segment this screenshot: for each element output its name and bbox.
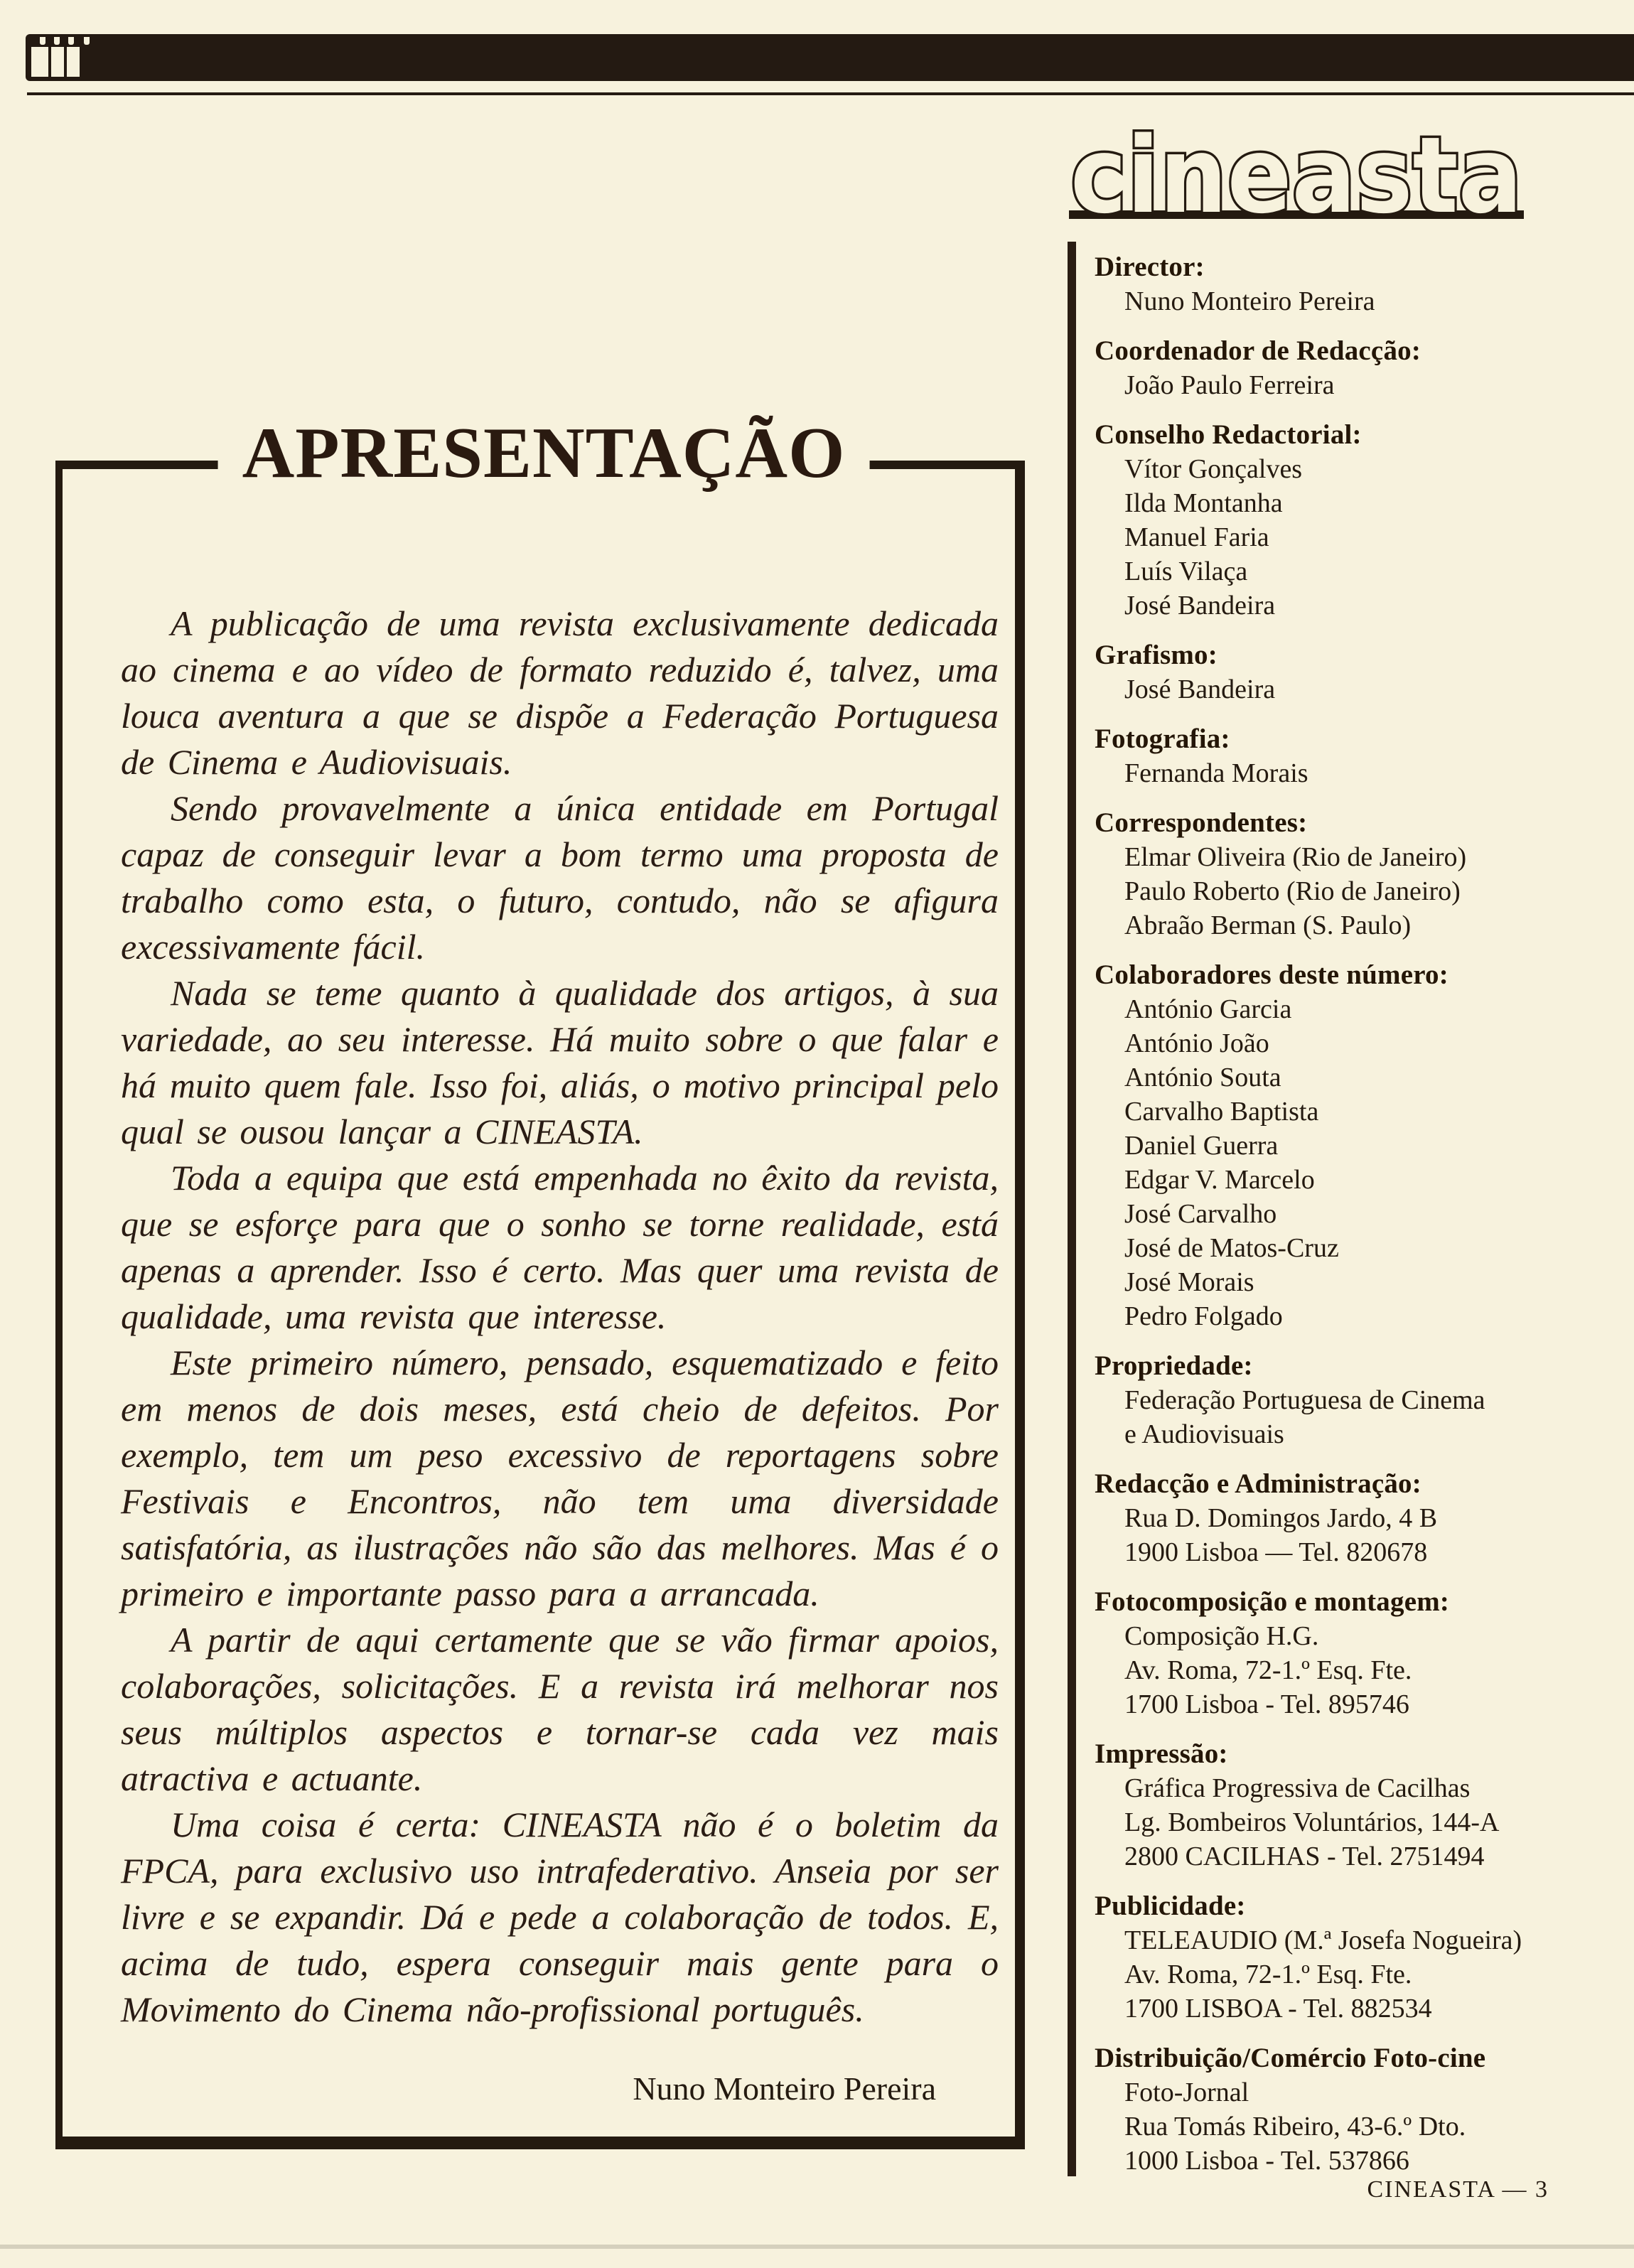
masthead-heading: Conselho Redactorial:: [1095, 419, 1362, 450]
masthead-line: Av. Roma, 72-1.º Esq. Fte.: [1124, 1655, 1412, 1685]
masthead-line: Ilda Montanha: [1124, 488, 1283, 518]
masthead-section: [1095, 334, 1620, 402]
article-paragraph: Este primeiro número, pensado, esquematizado e feito em menos de dois meses, está cheio de defeitos. Por exemplo, tem um peso excessivo de reportagens sobre Festivais e Encontros, não tem uma diversidade satisfatória, as ilustrações não são das melhores. Mas é o primeiro e importante passo para a arrancada.: [121, 1343, 999, 1613]
masthead-line: José Morais: [1124, 1267, 1254, 1297]
masthead-heading: Distribuição/Comércio Foto-cine: [1095, 2043, 1486, 2073]
masthead-line: TELEAUDIO (M.ª Josefa Nogueira): [1124, 1925, 1522, 1955]
masthead-lines: [1095, 1923, 1620, 2026]
masthead-heading: Correspondentes:: [1095, 807, 1308, 838]
masthead-line: Fernanda Morais: [1124, 758, 1308, 788]
masthead-line: Federação Portuguesa de Cinema: [1124, 1385, 1485, 1415]
scan-edge-shadow: [0, 2245, 1634, 2249]
film-frame-icon: [67, 47, 80, 77]
masthead-line: Luís Vilaça: [1124, 557, 1248, 586]
masthead-lines: [1095, 368, 1620, 402]
masthead-line: 1700 Lisboa - Tel. 895746: [1124, 1689, 1409, 1719]
film-frame-icon: [31, 47, 48, 77]
masthead-section: [1095, 722, 1620, 790]
masthead-lines: [1095, 672, 1620, 706]
masthead-line: Lg. Bombeiros Voluntários, 144-A: [1124, 1807, 1500, 1837]
film-frame-icon: [51, 47, 64, 77]
masthead-lines: [1095, 756, 1620, 790]
article-paragraph: Uma coisa é certa: CINEASTA não é o boletim da FPCA, para exclusivo uso intrafederativo. Anseia por ser livre e se expandir. Dá e pede a colaboração de todos. E, acima de tudo, espera conseguir mais gente para o Movimento do Cinema não-profissional português.: [121, 1805, 999, 2029]
sprocket-hole-icon: [84, 37, 90, 45]
masthead-line: Gráfica Progressiva de Cacilhas: [1124, 1773, 1471, 1803]
article-paragraph: A publicação de uma revista exclusivamente dedicada ao cinema e ao vídeo de formato reduzido é, talvez, uma louca aventura a que se dispõe a Federação Portuguesa de Cinema e Audiovisuais.: [121, 603, 999, 782]
masthead-section: [1095, 1467, 1620, 1569]
masthead-line: Composição H.G.: [1124, 1621, 1319, 1651]
masthead-line: José Bandeira: [1124, 591, 1276, 620]
masthead-line: 2800 CACILHAS - Tel. 2751494: [1124, 1842, 1485, 1871]
masthead-line: e Audiovisuais: [1124, 1419, 1284, 1449]
masthead-section: [1095, 1349, 1620, 1451]
masthead-heading: Redacção e Administração:: [1095, 1468, 1421, 1499]
masthead-line: Manuel Faria: [1124, 522, 1269, 552]
masthead-line: Carvalho Baptista: [1124, 1097, 1319, 1127]
masthead-lines: [1095, 840, 1620, 942]
masthead-lines: [1095, 2075, 1620, 2178]
masthead-heading: Fotocomposição e montagem:: [1095, 1586, 1450, 1617]
masthead-lines: [1095, 992, 1620, 1333]
masthead-section: [1095, 418, 1620, 623]
article-paragraph: Sendo provavelmente a única entidade em Portugal capaz de conseguir levar a bom termo uma proposta de trabalho como esta, o futuro, contudo, não se afigura excessivamente fácil.: [121, 788, 999, 967]
masthead-line: 1000 Lisboa - Tel. 537866: [1124, 2146, 1409, 2176]
masthead-section: [1095, 2041, 1620, 2178]
masthead-line: Abraão Berman (S. Paulo): [1124, 910, 1412, 940]
masthead-line: António Garcia: [1124, 994, 1292, 1024]
masthead-line: Paulo Roberto (Rio de Janeiro): [1124, 876, 1461, 906]
masthead-section: [1095, 958, 1620, 1333]
masthead-line: Pedro Folgado: [1124, 1301, 1283, 1331]
masthead-line: Elmar Oliveira (Rio de Janeiro): [1124, 842, 1467, 872]
masthead-lines: [1095, 1501, 1620, 1569]
masthead-lines: [1095, 1771, 1620, 1874]
article-box-bottom-border: [55, 2137, 1025, 2149]
masthead-sidebar: [1095, 250, 1620, 2178]
article-paragraph: Nada se teme quanto à qualidade dos artigos, à sua variedade, ao seu interesse. Há muito sobre o que falar e há muito quem fale. Isso foi, aliás, o motivo principal pelo qual se ousou lançar a CINEASTA.: [121, 973, 999, 1151]
masthead-line: Nuno Monteiro Pereira: [1124, 286, 1375, 316]
masthead-line: Daniel Guerra: [1124, 1131, 1279, 1161]
masthead-line: José Carvalho: [1124, 1199, 1277, 1229]
article-box-left-border: [55, 461, 63, 2149]
masthead-section: [1095, 250, 1620, 318]
masthead-section: [1095, 806, 1620, 942]
masthead-line: Vítor Gonçalves: [1124, 454, 1303, 484]
masthead-heading: Publicidade:: [1095, 1891, 1246, 1921]
masthead-heading: Fotografia:: [1095, 724, 1230, 754]
masthead-line: José de Matos-Cruz: [1124, 1233, 1339, 1263]
masthead-line: José Bandeira: [1124, 675, 1276, 704]
masthead-line: Rua D. Domingos Jardo, 4 B: [1124, 1503, 1438, 1533]
masthead-lines: [1095, 284, 1620, 318]
masthead-line: António João: [1124, 1028, 1269, 1058]
sprocket-hole-icon: [54, 37, 60, 45]
masthead-heading: Director:: [1095, 252, 1205, 282]
masthead-lines: [1095, 1383, 1620, 1451]
masthead-line: João Paulo Ferreira: [1124, 370, 1335, 400]
page-number: CINEASTA — 3: [1367, 2176, 1549, 2203]
masthead-lines: [1095, 452, 1620, 623]
masthead-section: [1095, 638, 1620, 706]
article-paragraph: Toda a equipa que está empenhada no êxito da revista, que se esforçe para que o sonho se torne realidade, está apenas a aprender. Isso é certo. Mas quer uma revista de qualidade, uma revista que interesse.: [121, 1158, 999, 1336]
article-title: APRESENTAÇÃO: [218, 411, 870, 496]
masthead-line: 1700 LISBOA - Tel. 882534: [1124, 1994, 1432, 2024]
masthead-heading: Impressão:: [1095, 1738, 1228, 1769]
masthead-heading: Grafismo:: [1095, 640, 1218, 670]
sprocket-hole-icon: [68, 37, 74, 45]
article-body: [121, 601, 999, 2033]
header-rule: [27, 92, 1634, 95]
masthead-lines: [1095, 1619, 1620, 1721]
sprocket-hole-icon: [40, 37, 45, 45]
filmstrip-icon: [26, 34, 1634, 81]
masthead-line: Rua Tomás Ribeiro, 43-6.º Dto.: [1124, 2112, 1466, 2141]
masthead-section: [1095, 1737, 1620, 1874]
cineasta-logo: [1060, 105, 1537, 240]
sidebar-rule: [1068, 242, 1076, 2176]
masthead-section: [1095, 1585, 1620, 1721]
logo-text: cineasta: [1070, 114, 1522, 237]
masthead-section: [1095, 1889, 1620, 2026]
masthead-heading: Colaboradores deste número:: [1095, 960, 1448, 990]
article-box-right-border: [1015, 461, 1025, 2149]
article-paragraph: A partir de aqui certamente que se vão firmar apoios, colaborações, solicitações. E a revista irá melhorar nos seus múltiplos aspectos e tornar-se cada vez mais atractiva e actuante.: [121, 1620, 999, 1798]
article-signature: Nuno Monteiro Pereira: [633, 2070, 936, 2107]
masthead-line: Av. Roma, 72-1.º Esq. Fte.: [1124, 1960, 1412, 1989]
masthead-heading: Coordenador de Redacção:: [1095, 335, 1421, 366]
masthead-line: António Souta: [1124, 1063, 1281, 1092]
masthead-heading: Propriedade:: [1095, 1350, 1253, 1381]
masthead-line: Edgar V. Marcelo: [1124, 1165, 1315, 1195]
masthead-line: Foto-Jornal: [1124, 2078, 1249, 2107]
masthead-line: 1900 Lisboa — Tel. 820678: [1124, 1537, 1428, 1567]
